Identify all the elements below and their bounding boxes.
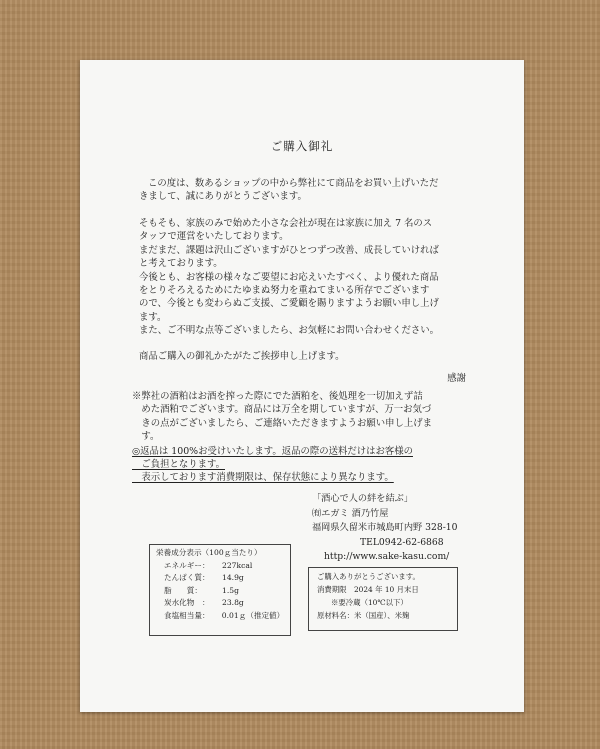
nutrition-header	[156, 547, 284, 560]
text-line: きまして、誠にありがとうございます。	[139, 191, 307, 203]
product-storage: ※要冷蔵（10℃以下）	[331, 598, 408, 607]
text-line: ので、今後とも変わらぬご支援、ご愛顧を賜りますようお願い申し上げ	[139, 298, 439, 310]
text-line: きの点がございましたら、ご連絡いただきますようお願い申し上げま	[132, 417, 433, 429]
company-slogan: 「酒心で人の絆を結ぶ」	[312, 493, 414, 504]
signoff: 感謝	[447, 373, 466, 384]
product-thanks: ご購入ありがとうございます。	[317, 572, 420, 581]
text-line: ます。	[139, 311, 167, 323]
nutrition-label-text: エネルギー：	[164, 560, 210, 570]
company-name: ㈲エガミ 酒乃竹屋	[312, 507, 389, 519]
nutrition-row	[156, 597, 284, 610]
text-line: まだまだ、課題は沢山ございますがひとつずつ改善、成長していければ	[139, 244, 439, 256]
notes-block	[132, 390, 492, 485]
text-line	[132, 471, 492, 484]
text-line	[132, 445, 492, 458]
underlined-text: ◎返品は 100%お受けいたします。返品の際の送料だけはお客様の	[132, 445, 413, 457]
greeting-paragraph	[139, 177, 479, 204]
nutrition-row	[156, 585, 284, 598]
product-label	[308, 567, 458, 631]
text-line: 商品ご購入の御礼かたがたご挨拶申し上げます。	[139, 351, 345, 362]
text-line: 今後とも、お客様の様々なご要望にお応えいたすべく、より優れた商品	[139, 271, 439, 283]
letter-title: ご購入御礼	[270, 139, 334, 153]
nutrition-value: 1.5g	[222, 585, 239, 595]
nutrition-value: 227kcal	[222, 560, 253, 570]
closing-paragraph	[139, 350, 479, 363]
text-line: ※弊社の酒粕はお酒を搾った際にでた酒粕を、後処理を一切加えず詰	[132, 391, 423, 402]
text-line: タッフで運営をいたしております。	[139, 231, 289, 243]
letter-paper	[80, 60, 524, 712]
company-url: http://www.sake-kasu.com/	[324, 551, 450, 563]
text-line: めた酒粕でございます。商品には万全を期していますが、万一お気づ	[132, 404, 432, 416]
company-tel: TEL0942-62-6868	[360, 536, 444, 548]
product-ingredients: 原材料名：米（国産）、米麹	[317, 611, 410, 620]
underlined-text: 表示しております消費期限は、保存状態により異なります。	[132, 472, 394, 484]
nutrition-row	[156, 610, 284, 623]
product-expiry: 消費期限 2024 年 10 月末日	[317, 585, 419, 594]
nutrition-header-text: 栄養成分表示（100ｇ当たり）	[156, 548, 262, 557]
text-line	[132, 458, 492, 471]
text-line: そもそも、家族のみで始めた小さな会社が現在は家族に加え 7 名のス	[139, 218, 433, 229]
nutrition-row	[156, 560, 284, 573]
nutrition-label	[149, 544, 291, 636]
text-line: す。	[132, 431, 160, 443]
nutrition-value: 23.8g	[222, 598, 244, 608]
text-line: また、ご不明な点等ございましたら、お気軽にお問い合わせください。	[139, 325, 440, 337]
nutrition-label-text: 脂 質：	[164, 585, 202, 595]
nutrition-row	[156, 572, 284, 585]
nutrition-label-text: たんぱく質：	[164, 573, 210, 583]
underlined-text: ご負担となります。	[132, 459, 225, 471]
text-line: をとりそろえるためにたゆまぬ努力を重ねてまいる所存でございます	[139, 285, 430, 297]
company-paragraph	[139, 217, 479, 338]
nutrition-label-text: 食塩相当量：	[164, 610, 210, 620]
text-line: この度は、数あるショップの中から弊社にて商品をお買い上げいただ	[148, 178, 439, 189]
nutrition-value: 0.01ｇ（推定値）	[221, 610, 285, 620]
company-info	[312, 492, 458, 565]
nutrition-value: 14.9g	[222, 573, 244, 583]
nutrition-label-text: 炭水化物 ：	[164, 598, 210, 608]
company-address: 福岡県久留米市城島町内野 328-10	[312, 522, 458, 534]
text-line: と考えております。	[139, 258, 223, 270]
